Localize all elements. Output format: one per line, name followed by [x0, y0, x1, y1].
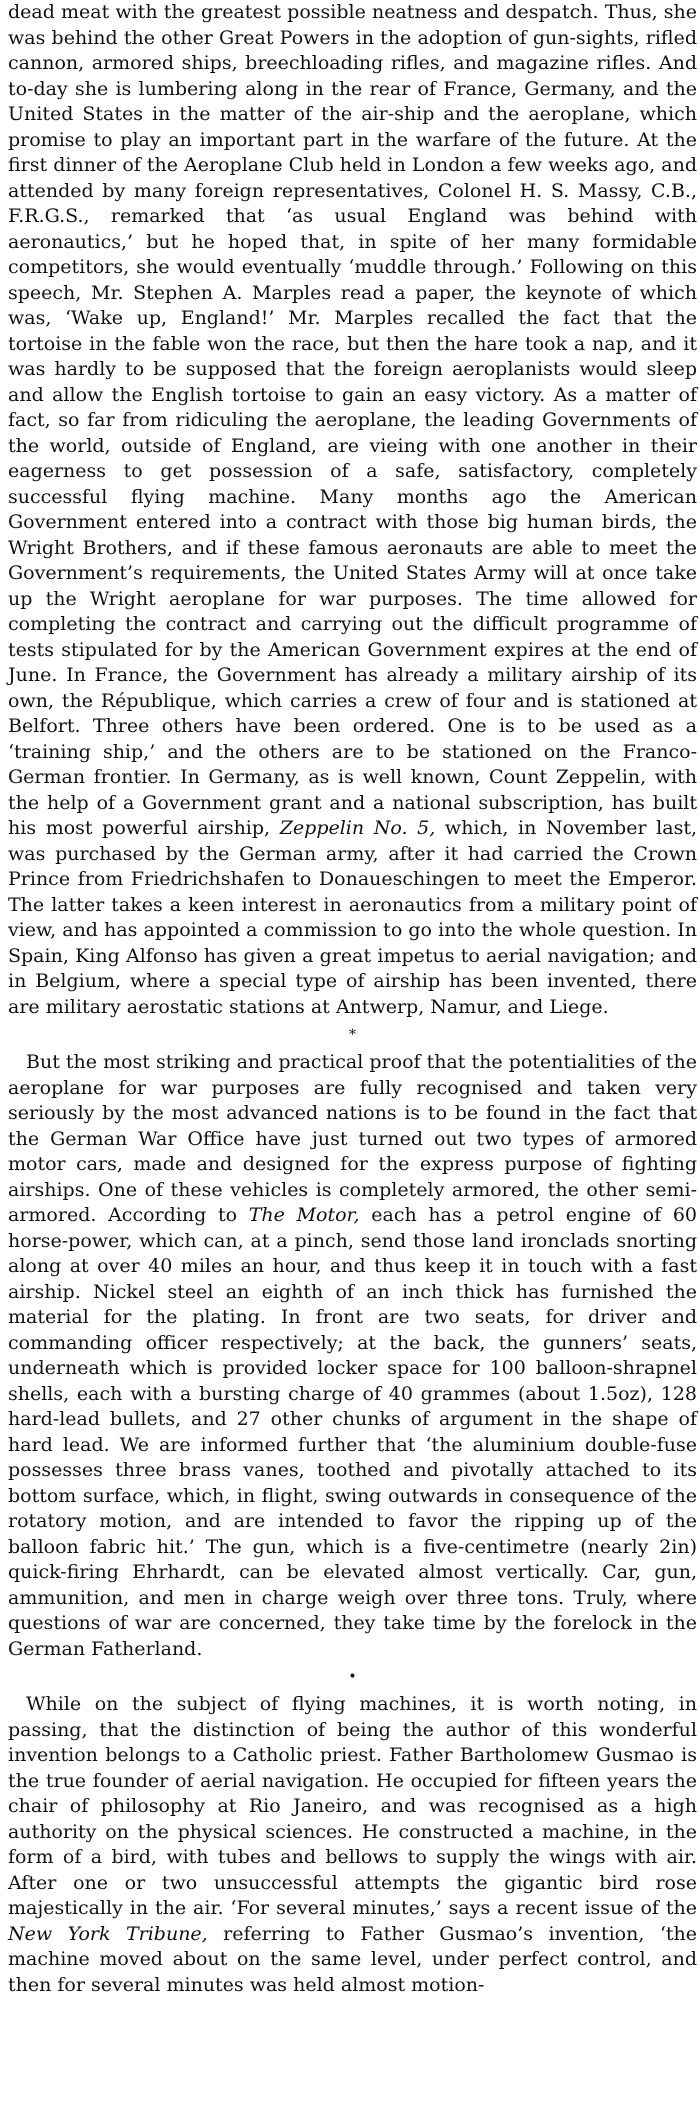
paragraph-2-text-a: But the most striking and practical proof that the potentialities of the aeroplane for war purposes are fully recognised and taken very seriously by the most advanced nations is to be found in the fact that the German War Office have just turned out two types of armored motor cars, made and designed for the express purpose of fighting airships. One of these vehicles is completely armored, the other semi-armored. According to	[8, 1051, 697, 1226]
paragraph-3	[8, 1692, 697, 1998]
paragraph-3-text-a: While on the subject of flying machines, it is worth noting, in passing, that the distinction of being the author of this wonderful invention belongs to a Catholic priest. Father Bartholomew Gusmao is the true founder of aerial navigation. He occupied for fifteen years the chair of philosophy at Rio Janeiro, and was recognised as a high authority on the physical sciences. He constructed a machine, in the form of a bird, with tubes and bellows to supply the wings with air. After one or two unsuccessful attempts the gigantic bird rose majestically in the air. ‘For several minutes,’ says a recent issue of the	[8, 1693, 697, 1919]
paragraph-1	[8, 0, 697, 1020]
paragraph-1-text-a: dead meat with the greatest possible neatness and despatch. Thus, she was behind the other Great Powers in the adoption of gun-sights, rifled cannon, armored ships, breechloading rifles, and magazine rifles. And to-day she is lumbering along in the rear of France, Germany, and the United States in the matter of the air-ship and the aeroplane, which promise to play an important part in the warfare of the future. At the first dinner of the Aeroplane Club held in London a few weeks ago, and attended by many foreign representatives, Colonel H. S. Massy, C.B., F.R.G.S., remarked that ‘as usual England was behind with aeronautics,’ but he hoped that, in spite of her many formidable competitors, she would eventually ‘muddle through.’ Following on this speech, Mr. Stephen A. Marples read a paper, the keynote of which was, ‘Wake up, England!’ Mr. Marples recalled the fact that the tortoise in the fable won the race, but then the hare took a nap, and it was hardly to be supposed that the foreign aeroplanists would sleep and allow the English tortoise to gain an easy victory. As a matter of fact, so far from ridiculing the aeroplane, the leading Governments of the world, outside of England, are vieing with one another in their eagerness to get possession of a safe, satisfactory, completely successful flying machine. Many months ago the American Government entered into a contract with those big human birds, the Wright Brothers, and if these famous aeronauts are able to meet the Government’s requirements, the United States Army will at once take up the Wright aeroplane for war purposes. The time allowed for completing the contract and carrying out the difficult programme of tests stipulated for by the American Government expires at the end of June. In France, the Government has already a military airship of its own, the République, which carries a crew of four and is stationed at Belfort. Three others have been ordered. One is to be used as a ‘training ship,’ and the others are to be stationed on the Franco-German frontier. In Germany, as is well known, Count Zeppelin, with the help of a Government grant and a national subscription, has built his most powerful airship,	[8, 1, 697, 839]
paragraph-3-text-c: referring to Father Gusmao’s invention, ‘the machine moved about on the same level, under perfect control, and then for several minutes was held almost motion-	[8, 1922, 698, 1996]
paragraph-2	[8, 1050, 697, 1662]
paragraph-2-italic-title: The Motor,	[248, 1204, 360, 1226]
section-separator-2: •	[348, 1669, 357, 1685]
paragraph-1-text-c: which, in November last, was purchased by the German army, after it had carried the Crown Prince from Friedrichshafen to Donaueschingen to meet the Emperor. The latter takes a keen interest in aeronautics from a military point of view, and has appointed a commission to go into the whole question. In Spain, King Alfonso has given a great impetus to aerial navigation; and in Belgium, where a special type of airship has been invented, there are military aerostatic stations at Antwerp, Namur, and Liege.	[8, 817, 698, 1018]
paragraph-1-italic-title: Zeppelin No. 5,	[279, 817, 436, 839]
paragraph-3-italic-title: New York Tribune,	[8, 1922, 208, 1945]
section-separator-1: *	[349, 1027, 356, 1043]
paragraph-2-text-c: each has a petrol engine of 60 horse-power, which can, at a pinch, send those land ironclads snorting along at over 40 miles an hour, and thus keep it in touch with a fast airship. Nickel steel an eighth of an inch thick has furnished the material for the plating. In front are two seats, for driver and commanding officer respectively; at the back, the gunners’ seats, underneath which is provided locker space for 100 balloon-shrapnel shells, each with a bursting charge of 40 grammes (about 1.5oz), 128 hard-lead bullets, and 27 other chunks of argument in the shape of hard lead. We are informed further that ‘the aluminium double-fuse possesses three brass vanes, toothed and pivotally attached to its bottom surface, which, in flight, swing outwards in consequence of the rotatory motion, and are intended to favor the ripping up of the balloon fabric hit.’ The gun, which is a five-centimetre (nearly 2in) quick-firing Ehrhardt, can be elevated almost vertically. Car, gun, ammunition, and men in charge weigh over three tons. Truly, where questions of war are concerned, they take time by the forelock in the German Fatherland.	[8, 1204, 698, 1660]
